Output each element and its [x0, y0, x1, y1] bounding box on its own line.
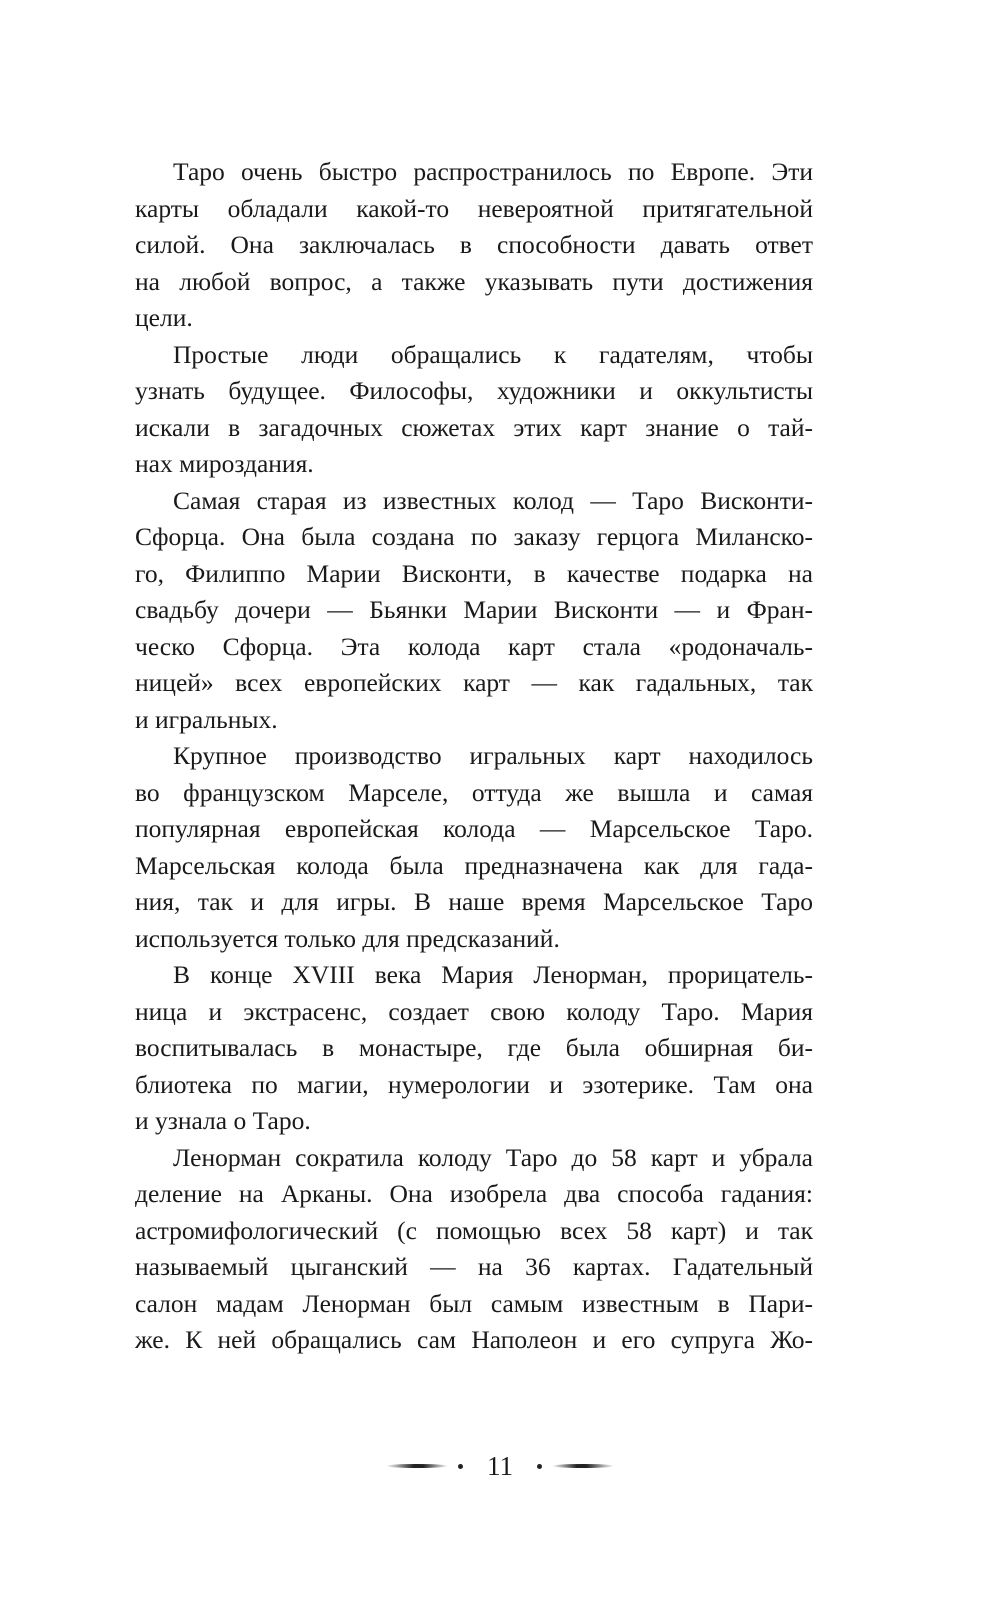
- text-line: и узнала о Таро.: [135, 1106, 311, 1135]
- text-line: популярная европейская колода — Марсельское Таро.: [135, 814, 813, 843]
- text-line: во французском Марселе, оттуда же вышла и самая: [135, 777, 813, 807]
- paragraph: [135, 337, 813, 483]
- text-line: нах мироздания.: [135, 449, 314, 478]
- right-ornament-icon: [552, 1464, 614, 1468]
- page-number: 11: [487, 1450, 513, 1481]
- text-line: блиотека по магии, нумерологии и эзотерике. Там она: [135, 1069, 813, 1099]
- text-line: Марсельская колода была предназначена как для гада-: [135, 850, 813, 880]
- paragraph: [135, 957, 813, 1140]
- page-footer: [0, 1448, 1000, 1484]
- text-line: Сфорца. Она была создана по заказу герцога Миланско-: [135, 522, 813, 551]
- text-line: карты обладали какой-то невероятной притягательной: [135, 193, 813, 223]
- text-line: деление на Арканы. Она изобрела два способа гадания:: [135, 1179, 813, 1208]
- body-text: [135, 154, 813, 1359]
- text-line: Таро очень быстро распространилось по Европе. Эти: [173, 157, 813, 186]
- text-line: же. К ней обращались сам Наполеон и его супруга Жо-: [135, 1325, 813, 1354]
- text-line: на любой вопрос, а также указывать пути достижения: [135, 266, 813, 296]
- text-line: Самая старая из известных колод — Таро Висконти-: [173, 485, 813, 515]
- text-line: Ленорман сократила колоду Таро до 58 карт и убрала: [173, 1142, 813, 1172]
- dot-icon: [458, 1464, 463, 1469]
- text-line: свадьбу дочери — Бьянки Марии Висконти — и Фран-: [135, 595, 813, 624]
- text-line: Простые люди обращались к гадателям, чтобы: [173, 339, 813, 369]
- text-line: ница и экстрасенс, создает свою колоду Таро. Мария: [135, 996, 813, 1026]
- paragraph: [135, 738, 813, 957]
- text-line: ния, так и для игры. В наше время Марсельское Таро: [135, 887, 813, 916]
- left-ornament-icon: [386, 1464, 448, 1468]
- paragraph: [135, 483, 813, 739]
- text-line: салон мадам Ленорман был самым известным в Пари-: [135, 1288, 813, 1318]
- text-line: ческо Сфорца. Эта колода карт стала «родоначаль-: [135, 631, 813, 661]
- text-line: искали в загадочных сюжетах этих карт знание о тай-: [135, 412, 813, 442]
- text-line: цели.: [135, 303, 193, 332]
- paragraph: [135, 1140, 813, 1359]
- text-line: В конце XVIII века Мария Ленорман, прорицатель-: [173, 960, 813, 989]
- dot-icon: [537, 1464, 542, 1469]
- text-line: силой. Она заключалась в способности давать ответ: [135, 230, 813, 259]
- text-line: узнать будущее. Философы, художники и оккультисты: [135, 376, 813, 405]
- text-line: Крупное производство игральных карт находилось: [173, 741, 813, 770]
- text-line: используется только для предсказаний.: [135, 923, 560, 953]
- text-line: астромифологический (с помощью всех 58 карт) и так: [135, 1215, 813, 1245]
- text-line: ницей» всех европейских карт — как гадальных, так: [135, 668, 813, 697]
- text-line: называемый цыганский — на 36 картах. Гадательный: [135, 1252, 813, 1281]
- text-line: и игральных.: [135, 704, 278, 734]
- text-line: го, Филиппо Марии Висконти, в качестве подарка на: [135, 558, 813, 588]
- text-line: воспитывалась в монастыре, где была обширная би-: [135, 1033, 813, 1062]
- paragraph: [135, 154, 813, 337]
